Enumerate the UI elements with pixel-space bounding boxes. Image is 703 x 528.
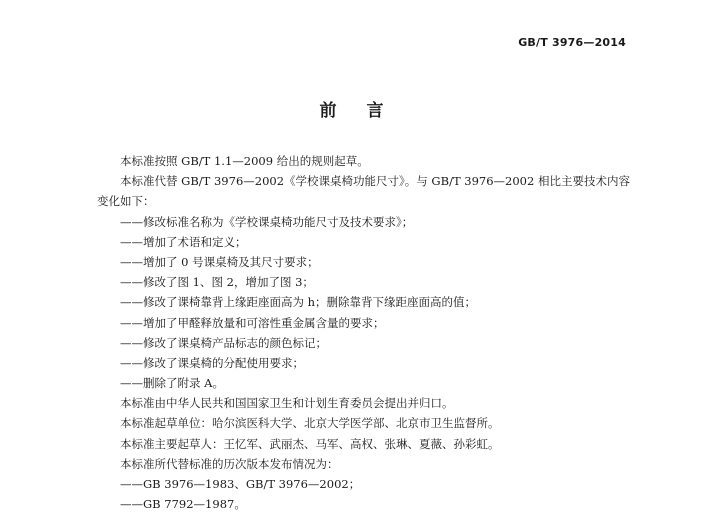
- list-item: ——GB 7792—1987。: [120, 497, 246, 512]
- paragraph-line: 本标准按照 GB/T 1.1—2009 给出的规则起草。: [120, 154, 369, 168]
- list-item: ——删除了附录 A。: [120, 376, 224, 391]
- list-item: ——GB 3976—1983、GB/T 3976—2002；: [120, 477, 361, 491]
- paragraph-line: 本标准代替 GB/T 3976—2002《学校课桌椅功能尺寸》。与 GB/T 3976—2002 相比主要技术内容: [120, 174, 630, 189]
- list-item: ——修改标准名称为《学校课桌椅功能尺寸及技术要求》；: [120, 214, 414, 229]
- paragraph-line: 本标准由中华人民共和国国家卫生和计划生育委员会提出并归口。: [120, 396, 454, 411]
- foreword-body: [97, 151, 630, 514]
- list-item: ——修改了图 1、图 2，增加了图 3；: [120, 275, 314, 290]
- paragraph-line: 本标准主要起草人：王忆军、武丽杰、马军、高权、张琳、夏薇、孙彩虹。: [120, 436, 500, 451]
- page-title: 前言: [319, 101, 414, 121]
- list-item: ——增加了术语和定义；: [120, 234, 247, 249]
- list-item: ——修改了课桌椅产品标志的颜色标记；: [120, 335, 327, 350]
- paragraph-line: 本标准所代替标准的历次版本发布情况为：: [120, 456, 339, 471]
- list-item: ——修改了课椅靠背上缘距座面高为 h；删除靠背下缘距座面高的值；: [120, 295, 477, 310]
- list-item: ——增加了 0 号课桌椅及其尺寸要求；: [120, 254, 319, 269]
- list-item: ——修改了课桌椅的分配使用要求；: [120, 355, 304, 370]
- standard-code: GB/T 3976—2014: [518, 36, 626, 49]
- paragraph-line: 本标准起草单位：哈尔滨医科大学、北京大学医学部、北京市卫生监督所。: [120, 416, 500, 431]
- paragraph-line: 变化如下：: [97, 194, 155, 209]
- list-item: ——增加了甲醛释放量和可溶性重金属含量的要求；: [120, 315, 385, 330]
